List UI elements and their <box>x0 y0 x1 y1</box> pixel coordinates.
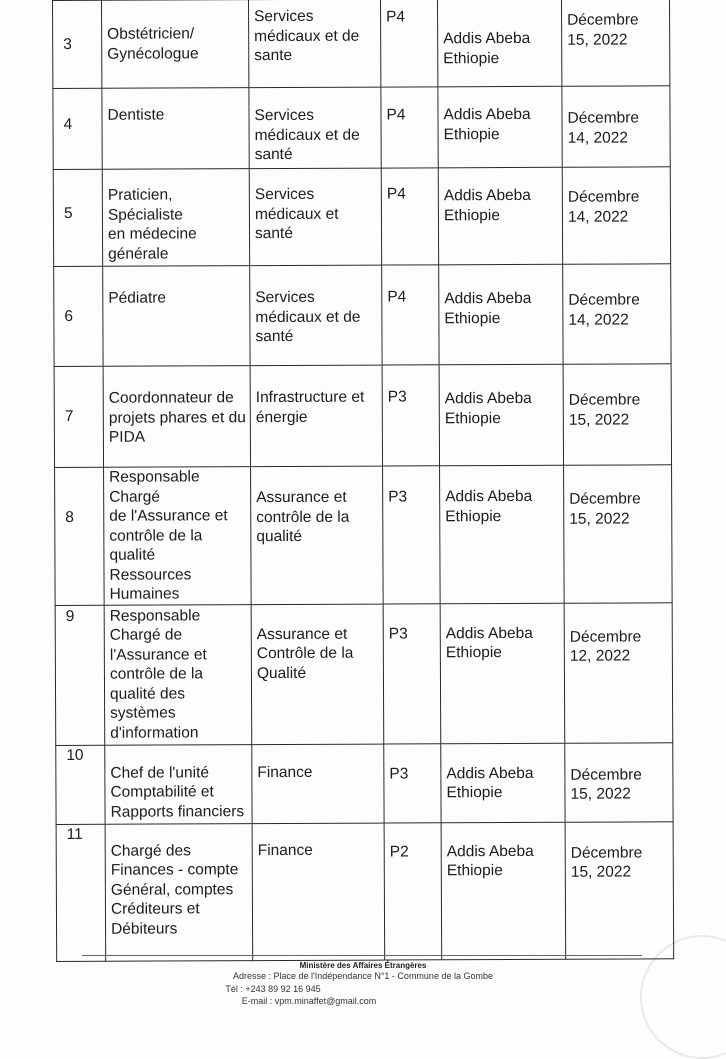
deadline-cell: Décembre 14, 2022 <box>563 264 671 364</box>
post-title-cell: Responsable Chargé de l'Assurance et contrôle de la qualité des systèmes d'information <box>104 604 252 745</box>
department-cell: Finance <box>252 744 384 824</box>
department-cell: Services médicaux et de santé <box>250 265 382 366</box>
row-number-cell: 3 <box>53 0 102 88</box>
post-title-cell: Dentiste <box>102 88 249 170</box>
post-title-cell: Chargé des Finances - compte Général, comptes Créditeurs et Débiteurs <box>105 823 253 961</box>
deadline-cell: Décembre 15, 2022 <box>563 364 671 465</box>
row-number-cell: 7 <box>54 366 103 467</box>
row-number-cell: 5 <box>53 169 102 266</box>
department-cell: Assurance et Contrôle de la Qualité <box>251 604 384 745</box>
department-cell: Services médicaux et santé <box>249 168 381 266</box>
post-title-cell: Obstétricien/ Gynécologue <box>102 0 249 88</box>
row-number-cell: 6 <box>54 266 103 366</box>
table-row <box>53 167 670 267</box>
table-row <box>56 821 674 961</box>
location-cell: Addis Abeba Ethiopie <box>441 743 565 823</box>
footer-email: E-mail : vpm.minaffet@gmail.com <box>241 996 377 1006</box>
grade-cell: P4 <box>382 265 439 365</box>
department-cell: Services médicaux et de sante <box>249 0 381 88</box>
post-title-cell: Praticien, Spécialiste en médecine générale <box>102 169 249 267</box>
location-cell: Addis Abeba Ethiopie <box>437 0 561 87</box>
vacancy-table <box>52 0 674 961</box>
deadline-cell: Décembre 15, 2022 <box>564 465 673 603</box>
row-number-cell: 10 <box>56 745 105 824</box>
grade-cell: P3 <box>383 466 441 604</box>
footer-phone: Tél : +243 89 92 16 945 <box>225 984 321 994</box>
department-cell: Assurance et contrôle de la qualité <box>251 466 384 604</box>
footer-address: Adresse : Place de l'Indépendance N°1 - Commune de la Gombe <box>233 971 493 981</box>
grade-cell: P3 <box>384 743 441 822</box>
post-title-cell: Coordonnateur de projets phares et du PIDA <box>103 366 250 468</box>
grade-cell: P2 <box>384 822 442 959</box>
row-number-cell: 11 <box>56 824 106 961</box>
grade-cell: P4 <box>380 0 437 87</box>
post-title-cell: Pédiatre <box>103 266 250 367</box>
footer-divider <box>82 955 642 956</box>
location-cell: Addis Abeba Ethiopie <box>438 167 562 265</box>
deadline-cell: Décembre 15, 2022 <box>561 0 669 86</box>
table-row <box>55 602 673 745</box>
table-row <box>54 364 671 468</box>
grade-cell: P4 <box>381 168 438 265</box>
post-title-cell: Responsable Chargé de l'Assurance et contrôle de la qualité Ressources Humaines <box>104 467 252 605</box>
table-row <box>55 465 673 605</box>
grade-cell: P3 <box>383 603 441 743</box>
location-cell: Addis Abeba Ethiopie <box>440 603 565 744</box>
deadline-cell: Décembre 14, 2022 <box>562 86 670 167</box>
deadline-cell: Décembre 15, 2022 <box>565 821 674 958</box>
department-cell: Infrastructure et énergie <box>250 365 382 467</box>
department-cell: Finance <box>252 823 385 961</box>
grade-cell: P3 <box>382 365 439 466</box>
deadline-cell: Décembre 12, 2022 <box>564 602 673 742</box>
deadline-cell: Décembre 14, 2022 <box>562 167 670 264</box>
location-cell: Addis Abeba Ethiopie <box>440 465 565 603</box>
location-cell: Addis Abeba Ethiopie <box>438 86 562 168</box>
table-row <box>53 86 670 170</box>
location-cell: Addis Abeba Ethiopie <box>441 822 566 960</box>
location-cell: Addis Abeba Ethiopie <box>439 264 563 365</box>
deadline-cell: Décembre 15, 2022 <box>565 742 673 821</box>
row-number-cell: 4 <box>53 88 102 169</box>
table-row <box>54 264 671 367</box>
row-number-cell: 8 <box>55 467 105 605</box>
row-number-cell: 9 <box>55 605 105 745</box>
table-row <box>53 0 670 88</box>
department-cell: Services médicaux et de santé <box>249 87 381 169</box>
table-row <box>56 742 673 824</box>
grade-cell: P4 <box>381 87 438 168</box>
footer-ministry: Ministère des Affaires Étrangères <box>299 961 427 970</box>
post-title-cell: Chef de l'unité Comptabilité et Rapports financiers <box>105 744 252 824</box>
location-cell: Addis Abeba Ethiopie <box>439 364 563 466</box>
